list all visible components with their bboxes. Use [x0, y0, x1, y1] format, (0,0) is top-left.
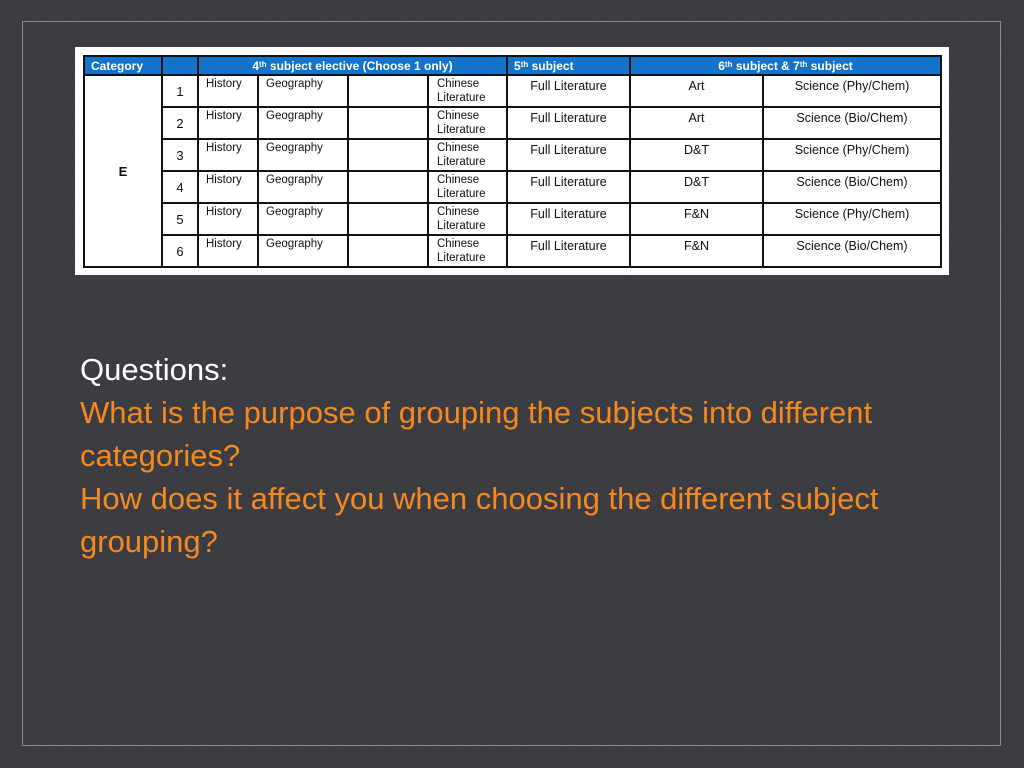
fifth-subject-cell: Full Literature — [507, 171, 630, 203]
blank-elective-cell — [348, 235, 428, 267]
table-row — [84, 75, 941, 107]
geography-cell: Geography — [258, 203, 348, 235]
header-number — [162, 56, 198, 75]
table-row — [84, 203, 941, 235]
seventh-subject-cell: Science (Phy/Chem) — [763, 203, 941, 235]
sixth-subject-cell: Art — [630, 107, 763, 139]
category-cell: E — [84, 75, 162, 267]
geography-cell: Geography — [258, 235, 348, 267]
blank-elective-cell — [348, 107, 428, 139]
row-number: 2 — [162, 107, 198, 139]
row-number: 5 — [162, 203, 198, 235]
history-cell: History — [198, 235, 258, 267]
seventh-subject-cell: Science (Bio/Chem) — [763, 107, 941, 139]
subject-combination-table — [83, 55, 942, 268]
geography-cell: Geography — [258, 171, 348, 203]
blank-elective-cell — [348, 171, 428, 203]
history-cell: History — [198, 171, 258, 203]
history-cell: History — [198, 139, 258, 171]
table-row — [84, 139, 941, 171]
fifth-subject-cell: Full Literature — [507, 235, 630, 267]
sixth-subject-cell: Art — [630, 75, 763, 107]
geography-cell: Geography — [258, 75, 348, 107]
chinese-literature-cell: Chinese Literature — [428, 139, 507, 171]
blank-elective-cell — [348, 203, 428, 235]
sixth-subject-cell: D&T — [630, 171, 763, 203]
table-row — [84, 171, 941, 203]
seventh-subject-cell: Science (Phy/Chem) — [763, 139, 941, 171]
seventh-subject-cell: Science (Bio/Chem) — [763, 235, 941, 267]
header-5th-subject: 5th subject — [507, 56, 630, 75]
questions-block — [80, 348, 940, 563]
table-row — [84, 107, 941, 139]
chinese-literature-cell: Chinese Literature — [428, 171, 507, 203]
table-row — [84, 235, 941, 267]
header-category: Category — [84, 56, 162, 75]
sixth-subject-cell: D&T — [630, 139, 763, 171]
fifth-subject-cell: Full Literature — [507, 75, 630, 107]
question-2: How does it affect you when choosing the different subject grouping? — [80, 481, 879, 559]
fifth-subject-cell: Full Literature — [507, 107, 630, 139]
seventh-subject-cell: Science (Bio/Chem) — [763, 171, 941, 203]
geography-cell: Geography — [258, 107, 348, 139]
blank-elective-cell — [348, 75, 428, 107]
history-cell: History — [198, 75, 258, 107]
header-4th-subject-elective: 4th subject elective (Choose 1 only) — [198, 56, 507, 75]
history-cell: History — [198, 107, 258, 139]
seventh-subject-cell: Science (Phy/Chem) — [763, 75, 941, 107]
history-cell: History — [198, 203, 258, 235]
row-number: 3 — [162, 139, 198, 171]
fifth-subject-cell: Full Literature — [507, 139, 630, 171]
row-number: 6 — [162, 235, 198, 267]
fifth-subject-cell: Full Literature — [507, 203, 630, 235]
chinese-literature-cell: Chinese Literature — [428, 107, 507, 139]
question-1: What is the purpose of grouping the subjects into different categories? — [80, 395, 873, 473]
geography-cell: Geography — [258, 139, 348, 171]
chinese-literature-cell: Chinese Literature — [428, 75, 507, 107]
table-image-panel — [75, 47, 949, 275]
chinese-literature-cell: Chinese Literature — [428, 235, 507, 267]
row-number: 1 — [162, 75, 198, 107]
sixth-subject-cell: F&N — [630, 203, 763, 235]
blank-elective-cell — [348, 139, 428, 171]
sixth-subject-cell: F&N — [630, 235, 763, 267]
chinese-literature-cell: Chinese Literature — [428, 203, 507, 235]
table-header-row — [84, 56, 941, 75]
header-6th-7th-subject: 6th subject & 7th subject — [630, 56, 941, 75]
questions-heading: Questions: — [80, 352, 229, 387]
row-number: 4 — [162, 171, 198, 203]
